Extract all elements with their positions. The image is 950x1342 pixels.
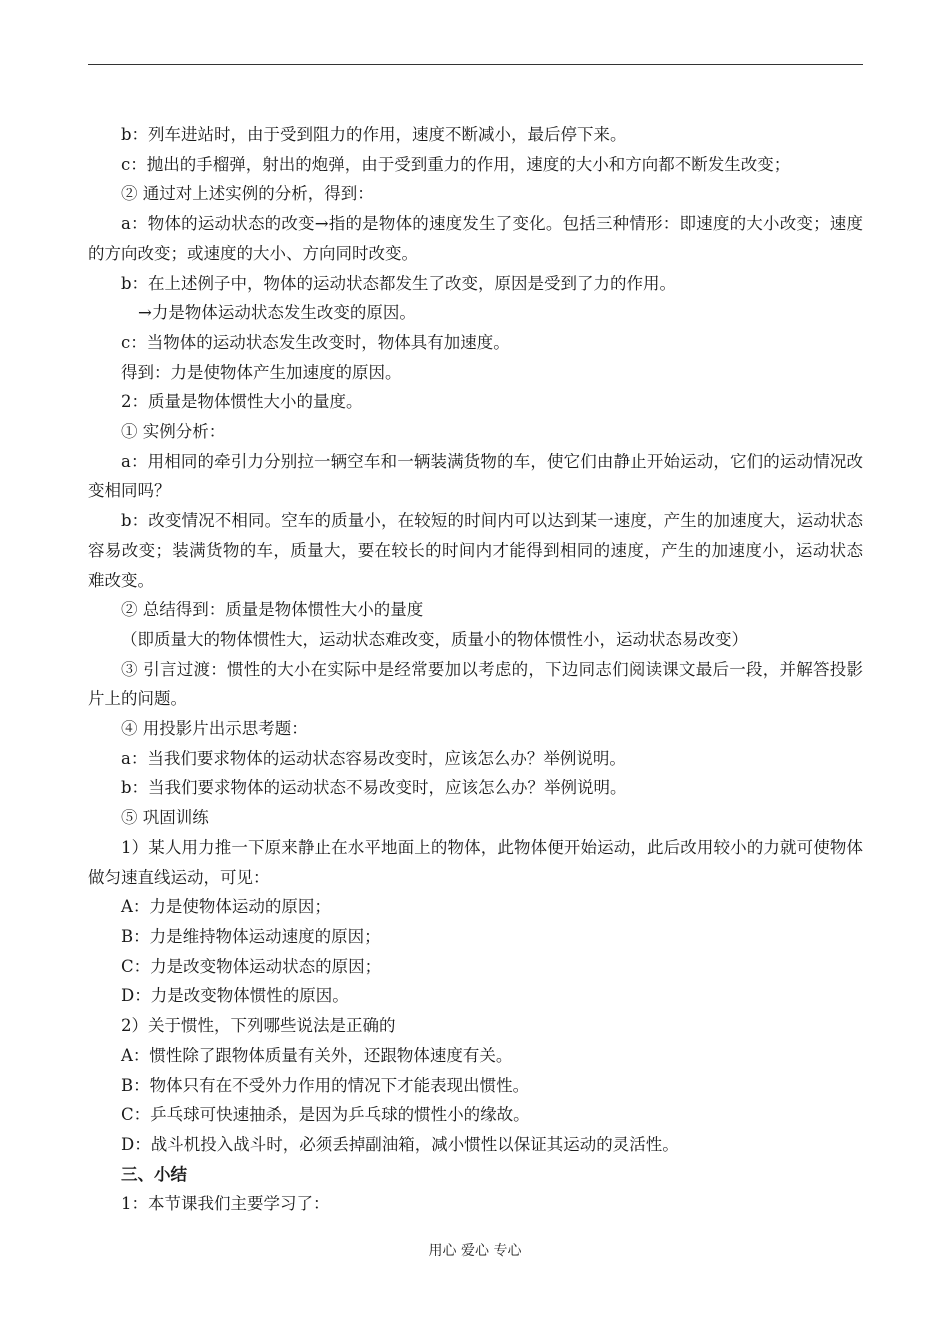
- paragraph: b：列车进站时，由于受到阻力的作用，速度不断减小，最后停下来。: [121, 125, 627, 144]
- paragraph: A：惯性除了跟物体质量有关外，还跟物体速度有关。: [121, 1045, 513, 1065]
- paragraph: →力是物体运动状态发生改变的原因。: [138, 303, 416, 323]
- document-body: [88, 120, 863, 1219]
- paragraph: ④ 用投影片出示思考题：: [121, 719, 308, 739]
- paragraph: a：用相同的牵引力分别拉一辆空车和一辆装满货物的车，使它们由静止开始运动，它们的运动情况改变相同吗？: [88, 451, 863, 501]
- paragraph: ② 总结得到：质量是物体惯性大小的量度: [121, 600, 424, 620]
- paragraph: ③ 引言过渡：惯性的大小在实际中是经常要加以考虑的，下边同志们阅读课文最后一段，并解答投影片上的问题。: [88, 659, 863, 709]
- paragraph: 2：质量是物体惯性大小的量度。: [121, 392, 363, 412]
- paragraph: B：物体只有在不受外力作用的情况下才能表现出惯性。: [121, 1075, 530, 1095]
- paragraph: 1：本节课我们主要学习了：: [121, 1194, 330, 1214]
- paragraph: 三、小结: [121, 1164, 187, 1184]
- paragraph: C：乒乓球可快速抽杀，是因为乒乓球的惯性小的缘故。: [121, 1105, 530, 1125]
- page-footer: 用心 爱心 专心: [428, 1243, 522, 1259]
- paragraph: （即质量大的物体惯性大，运动状态难改变，质量小的物体惯性小，运动状态易改变）: [121, 629, 748, 649]
- paragraph: ② 通过对上述实例的分析，得到：: [121, 184, 374, 204]
- paragraph: a：物体的运动状态的改变→指的是物体的速度发生了变化。包括三种情形：即速度的大小改变；速度的方向改变；或速度的大小、方向同时改变。: [88, 214, 863, 263]
- paragraph: ⑤ 巩固训练: [121, 808, 209, 828]
- paragraph: b：改变情况不相同。空车的质量小，在较短的时间内可以达到某一速度，产生的加速度大，运动状态容易改变；装满货物的车，质量大，要在较长的时间内才能得到相同的速度，产生的加速度小，运动状态难改变。: [88, 511, 863, 590]
- paragraph: A：力是使物体运动的原因；: [121, 897, 331, 917]
- paragraph: b：当我们要求物体的运动状态不易改变时，应该怎么办？举例说明。: [121, 778, 627, 798]
- paragraph: a：当我们要求物体的运动状态容易改变时，应该怎么办？举例说明。: [121, 748, 626, 768]
- paragraph: 2）关于惯性，下列哪些说法是正确的: [121, 1016, 396, 1036]
- paragraph: D：战斗机投入战斗时，必须丢掉副油箱，减小惯性以保证其运动的灵活性。: [121, 1134, 679, 1154]
- paragraph: 得到：力是使物体产生加速度的原因。: [121, 362, 402, 382]
- header-rule: [88, 64, 863, 65]
- paragraph: c：当物体的运动状态发生改变时，物体具有加速度。: [121, 332, 510, 352]
- paragraph: c：抛出的手榴弹，射出的炮弹，由于受到重力的作用，速度的大小和方向都不断发生改变；: [121, 154, 791, 174]
- paragraph: ① 实例分析：: [121, 422, 226, 442]
- paragraph: b：在上述例子中，物体的运动状态都发生了改变，原因是受到了力的作用。: [121, 273, 677, 293]
- paragraph: C：力是改变物体运动状态的原因；: [121, 956, 382, 976]
- paragraph: B：力是维持物体运动速度的原因；: [121, 926, 381, 946]
- paragraph: 1）某人用力推一下原来静止在水平地面上的物体，此物体便开始运动，此后改用较小的力就可使物体做匀速直线运动，可见：: [88, 837, 863, 887]
- paragraph: D：力是改变物体惯性的原因。: [121, 986, 349, 1006]
